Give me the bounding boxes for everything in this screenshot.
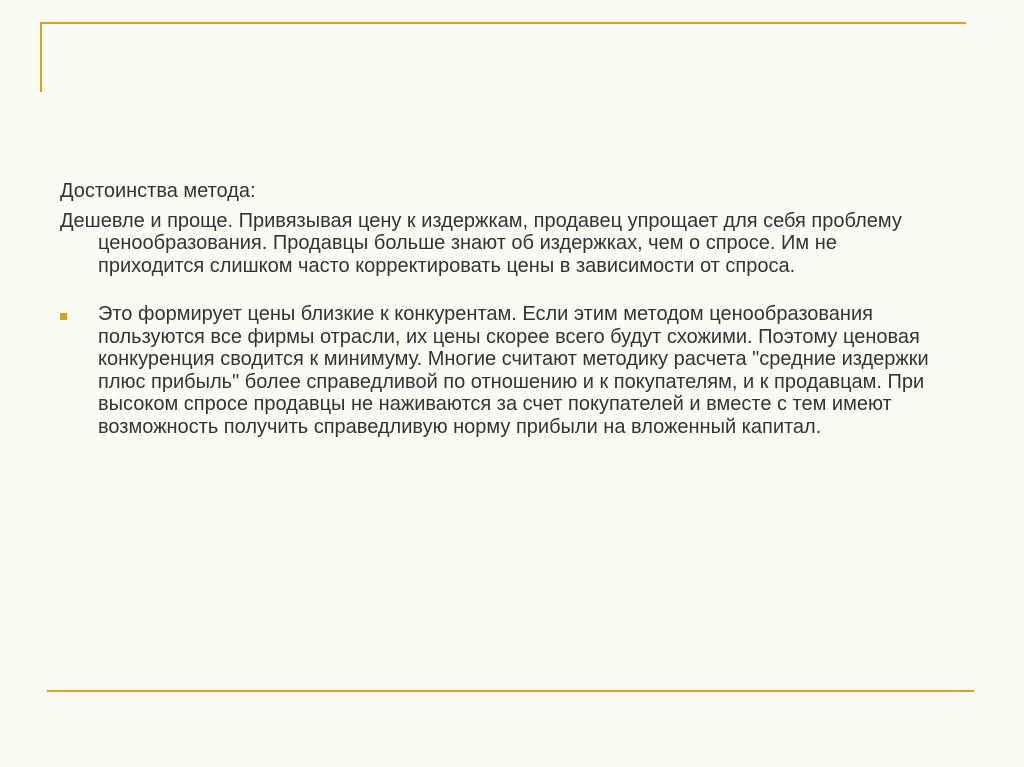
square-bullet-icon	[60, 313, 67, 320]
left-border-line	[40, 22, 42, 92]
bottom-border-line	[47, 690, 974, 692]
slide-heading: Достоинства метода:	[60, 180, 256, 202]
top-border-line	[40, 22, 966, 24]
list-item	[60, 303, 938, 438]
advantages-paragraph: Дешевле и проще. Привязывая цену к издержкам, продавец упрощает для себя проблему ценообразования. Продавцы больше знают об издержках, чем о спросе. Им не приходится слишком часто корректировать цены в зависимости от спроса.	[60, 209, 902, 277]
slide-content	[60, 180, 940, 438]
bullet-text: Это формирует цены близкие к конкурентам. Если этим методом ценообразования пользуются все фирмы отрасли, их цены скорее всего будут схожими. Поэтому ценовая конкуренция сводится к минимуму. Многие считают методику расчета "средние издержки плюс прибыль" более справедливой по отношению и к покупателям, и к продавцам. При высоком спросе продавцы не наживаются за счет покупателей и вместе с тем имеют возможность получить справедливую норму прибыли на вложенный капитал.	[98, 303, 929, 438]
